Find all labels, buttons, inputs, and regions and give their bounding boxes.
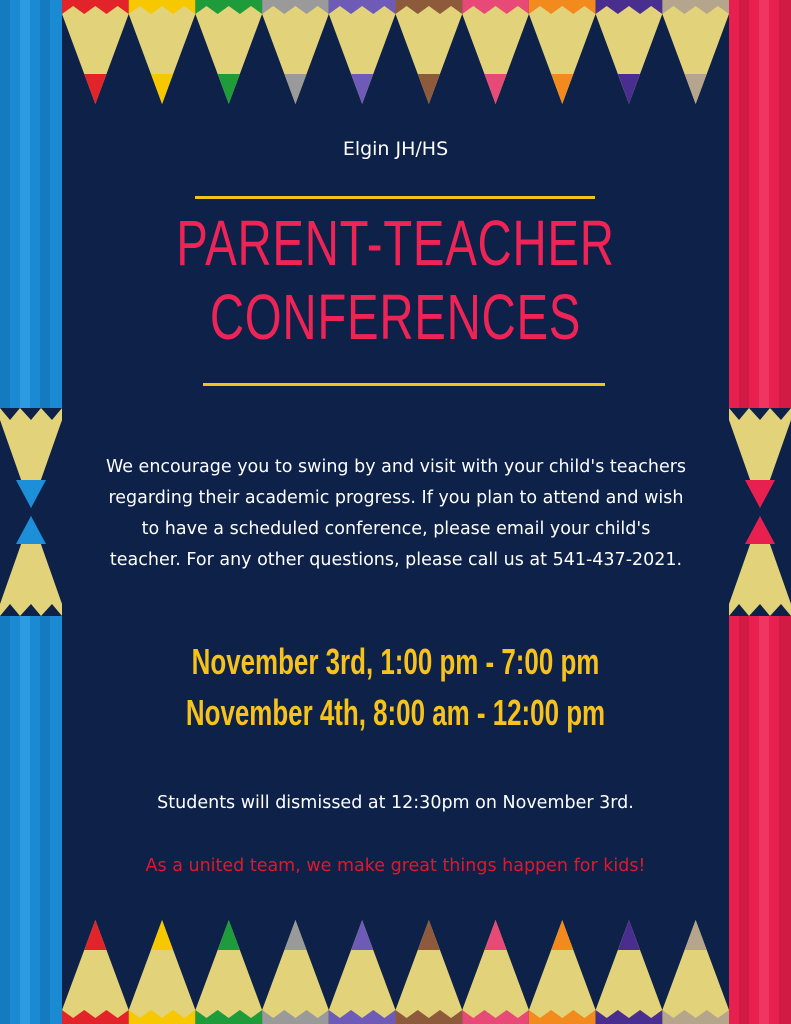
right-red-pencil-border (729, 0, 791, 1024)
invitation-paragraph: We encourage you to swing by and visit with your child's teachers regarding their academic progress. If you plan to attend and wish to have a scheduled conference, please email your child's teacher. For any other questions, please call us at 541-437-2021. (105, 457, 687, 570)
pencil-bottom-6 (462, 920, 529, 1024)
motto: As a united team, we make great things happen for kids! (145, 856, 646, 876)
pencil-bottom-9 (662, 920, 729, 1024)
pencil-top-2 (195, 0, 262, 104)
top-pencils-graphic (62, 0, 729, 110)
pencil-top-7 (529, 0, 596, 104)
pencil-bottom-2 (195, 920, 262, 1024)
title-rule-top (195, 196, 595, 199)
conference-date-2: November 4th, 8:00 am - 12:00 pm (185, 692, 606, 733)
bottom-pencils-graphic (62, 914, 729, 1024)
pencil-bottom-0 (62, 920, 129, 1024)
pencil-top-4 (329, 0, 396, 104)
bottom-pencil-row (62, 914, 729, 1024)
title-line-2: CONFERENCES (209, 281, 582, 353)
pencil-top-6 (462, 0, 529, 104)
pencil-bottom-4 (329, 920, 396, 1024)
left-blue-pencil-border (0, 0, 62, 1024)
school-name: Elgin JH/HS (342, 138, 449, 160)
title-line-1: PARENT-TEACHER (176, 207, 615, 279)
title-rule-bottom (203, 383, 605, 386)
pencil-bottom-7 (529, 920, 596, 1024)
pencil-top-5 (396, 0, 463, 104)
pencil-top-1 (129, 0, 196, 104)
pencil-bottom-5 (396, 920, 463, 1024)
pencil-bottom-1 (129, 920, 196, 1024)
pencil-top-3 (262, 0, 329, 104)
pencil-top-9 (662, 0, 729, 104)
conference-date-1: November 3rd, 1:00 pm - 7:00 pm (191, 641, 600, 682)
dismissal-note: Students will dismissed at 12:30pm on November 3rd. (157, 793, 634, 813)
pencil-top-0 (62, 0, 129, 104)
pencil-bottom-3 (262, 920, 329, 1024)
top-pencil-row (62, 0, 729, 110)
pencil-top-8 (596, 0, 663, 104)
pencil-bottom-8 (596, 920, 663, 1024)
